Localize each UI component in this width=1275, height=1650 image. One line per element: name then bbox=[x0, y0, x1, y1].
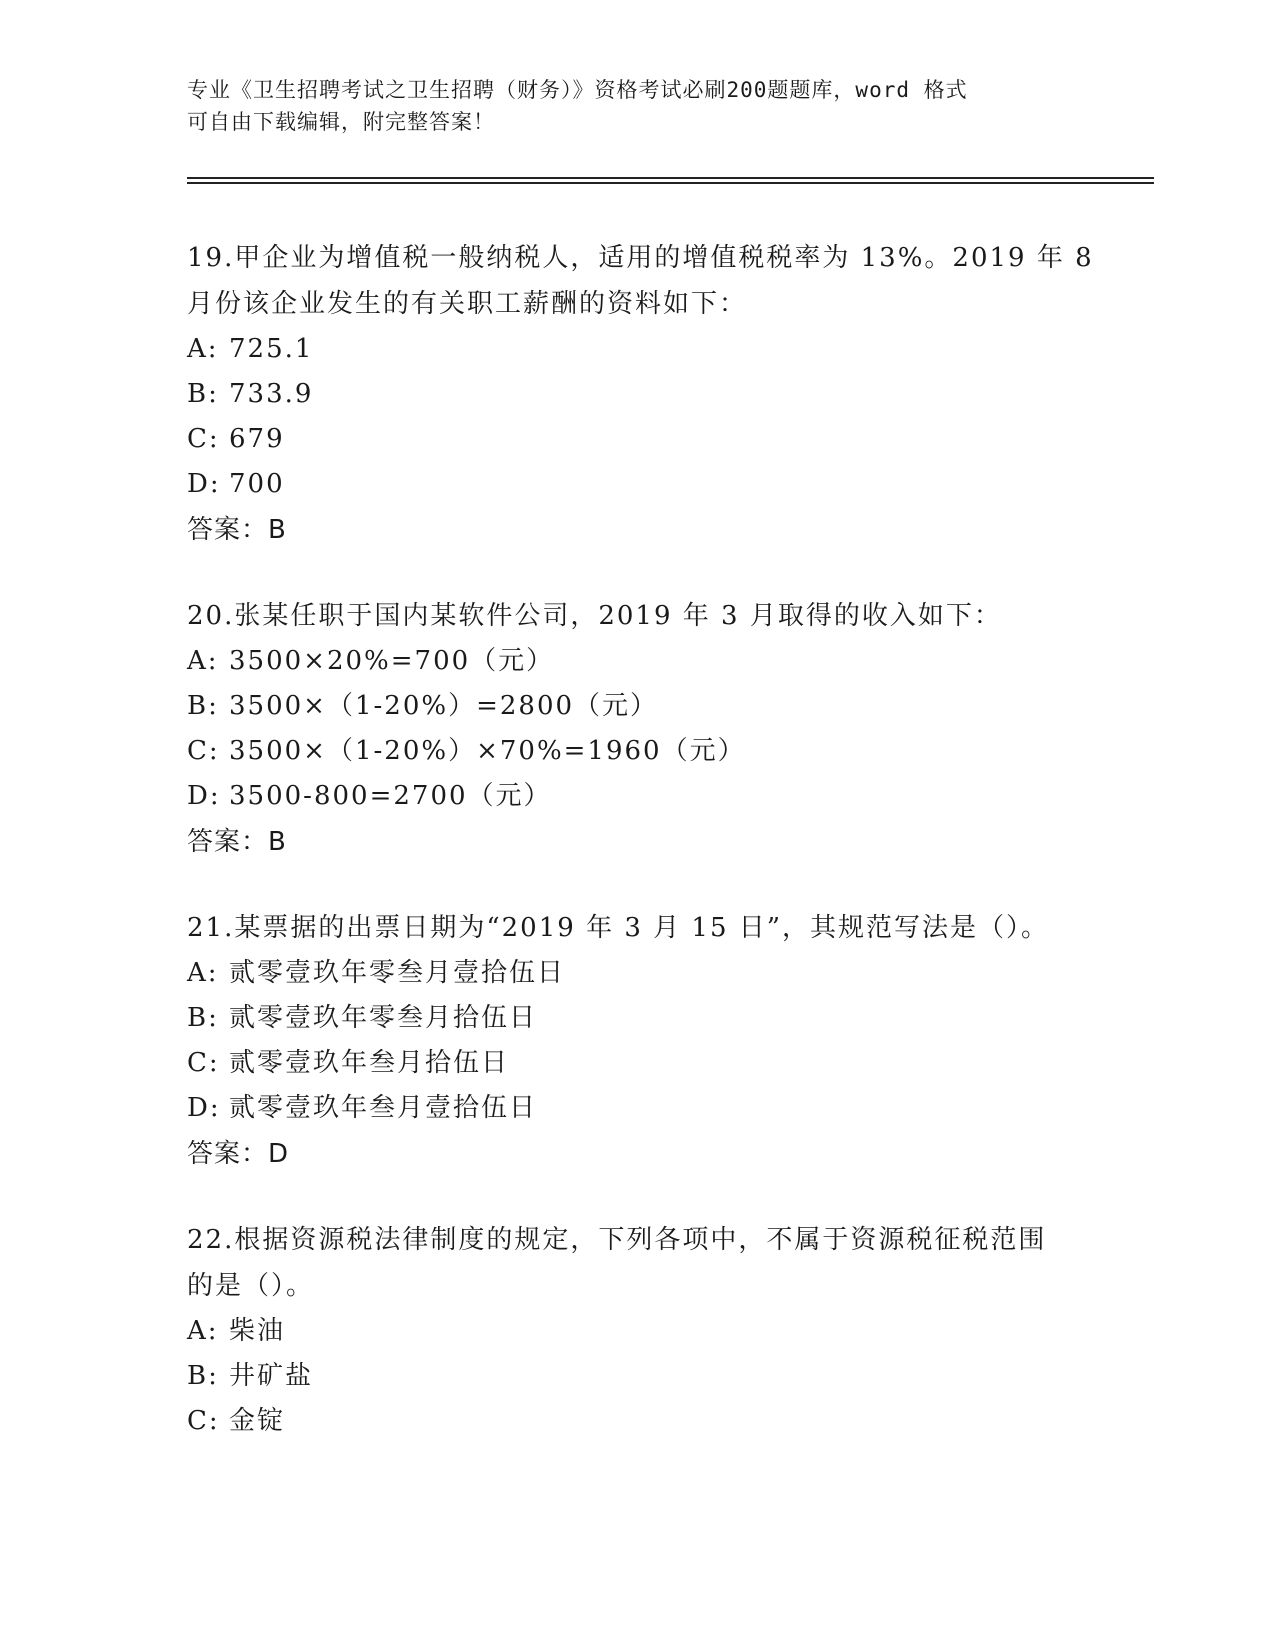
option-text: 柴油 bbox=[229, 1316, 286, 1346]
stem-line: 20.张某任职于国内某软件公司，2019 年 3 月取得的收入如下： bbox=[187, 601, 1002, 631]
option-key: A: bbox=[187, 646, 219, 676]
option-c bbox=[187, 729, 1087, 774]
option-key: A: bbox=[187, 334, 219, 364]
option-c bbox=[187, 1399, 1087, 1444]
option-key: D: bbox=[187, 469, 221, 499]
question-stem bbox=[187, 905, 1087, 951]
option-d bbox=[187, 462, 1087, 507]
answer-line: 答案：B bbox=[187, 827, 287, 857]
option-text: 700 bbox=[229, 469, 285, 499]
option-a bbox=[187, 639, 1087, 684]
option-key: C: bbox=[187, 736, 220, 766]
option-a bbox=[187, 327, 1087, 372]
question-19 bbox=[187, 235, 1094, 553]
option-text: 679 bbox=[229, 424, 285, 454]
option-key: C: bbox=[187, 424, 220, 454]
question-stem bbox=[187, 1217, 1087, 1309]
option-text: 贰零壹玖年叁月拾伍日 bbox=[229, 1048, 510, 1078]
option-key: B: bbox=[187, 1003, 219, 1033]
answer-line: 答案：D bbox=[187, 1139, 290, 1169]
question-list bbox=[187, 235, 1094, 1484]
option-a bbox=[187, 1309, 1087, 1354]
header-divider-bottom bbox=[187, 182, 1154, 184]
option-c bbox=[187, 417, 1087, 462]
option-text: 733.9 bbox=[229, 379, 314, 409]
option-key: B: bbox=[187, 691, 219, 721]
option-key: B: bbox=[187, 379, 219, 409]
question-20 bbox=[187, 593, 1087, 865]
option-b bbox=[187, 1354, 1087, 1399]
option-text: 贰零壹玖年零叁月拾伍日 bbox=[229, 1003, 538, 1033]
option-text: 3500×（1-20%）=2800（元） bbox=[229, 691, 659, 721]
option-text: 井矿盐 bbox=[229, 1361, 314, 1391]
option-key: B: bbox=[187, 1361, 219, 1391]
option-a bbox=[187, 951, 1087, 996]
option-c bbox=[187, 1041, 1087, 1086]
option-text: 3500-800=2700（元） bbox=[229, 781, 552, 811]
option-key: A: bbox=[187, 958, 219, 988]
option-text: 金锭 bbox=[229, 1406, 286, 1436]
option-b bbox=[187, 996, 1087, 1041]
header-divider-top bbox=[187, 177, 1154, 179]
question-21 bbox=[187, 905, 1087, 1177]
option-key: C: bbox=[187, 1406, 220, 1436]
option-text: 725.1 bbox=[229, 334, 314, 364]
option-text: 3500×20%=700（元） bbox=[229, 646, 555, 676]
header-line-1: 专业《卫生招聘考试之卫生招聘（财务）》资格考试必刷200题题库，word 格式 bbox=[187, 78, 968, 102]
answer-line: 答案：B bbox=[187, 515, 287, 545]
option-key: C: bbox=[187, 1048, 220, 1078]
stem-line: 的是（）。 bbox=[187, 1271, 315, 1301]
stem-line: 19.甲企业为增值税一般纳税人，适用的增值税税率为 13%。2019 年 8 bbox=[187, 243, 1094, 273]
option-d bbox=[187, 774, 1087, 819]
option-text: 贰零壹玖年零叁月壹拾伍日 bbox=[229, 958, 566, 988]
question-stem bbox=[187, 235, 1094, 327]
option-text: 3500×（1-20%）×70%=1960（元） bbox=[229, 736, 746, 766]
stem-line: 月份该企业发生的有关职工薪酬的资料如下： bbox=[187, 289, 748, 319]
option-d bbox=[187, 1086, 1087, 1131]
header-line-2: 可自由下载编辑，附完整答案！ bbox=[187, 110, 495, 134]
option-text: 贰零壹玖年叁月壹拾伍日 bbox=[229, 1093, 538, 1123]
option-key: A: bbox=[187, 1316, 219, 1346]
document-header bbox=[187, 74, 1087, 138]
option-key: D: bbox=[187, 1093, 221, 1123]
option-b bbox=[187, 372, 1087, 417]
question-22 bbox=[187, 1217, 1087, 1444]
stem-line: 22.根据资源税法律制度的规定，下列各项中，不属于资源税征税范围 bbox=[187, 1225, 1047, 1255]
stem-line: 21.某票据的出票日期为“2019 年 3 月 15 日”，其规范写法是（）。 bbox=[187, 913, 1050, 943]
question-stem bbox=[187, 593, 1087, 639]
option-b bbox=[187, 684, 1087, 729]
option-key: D: bbox=[187, 781, 221, 811]
